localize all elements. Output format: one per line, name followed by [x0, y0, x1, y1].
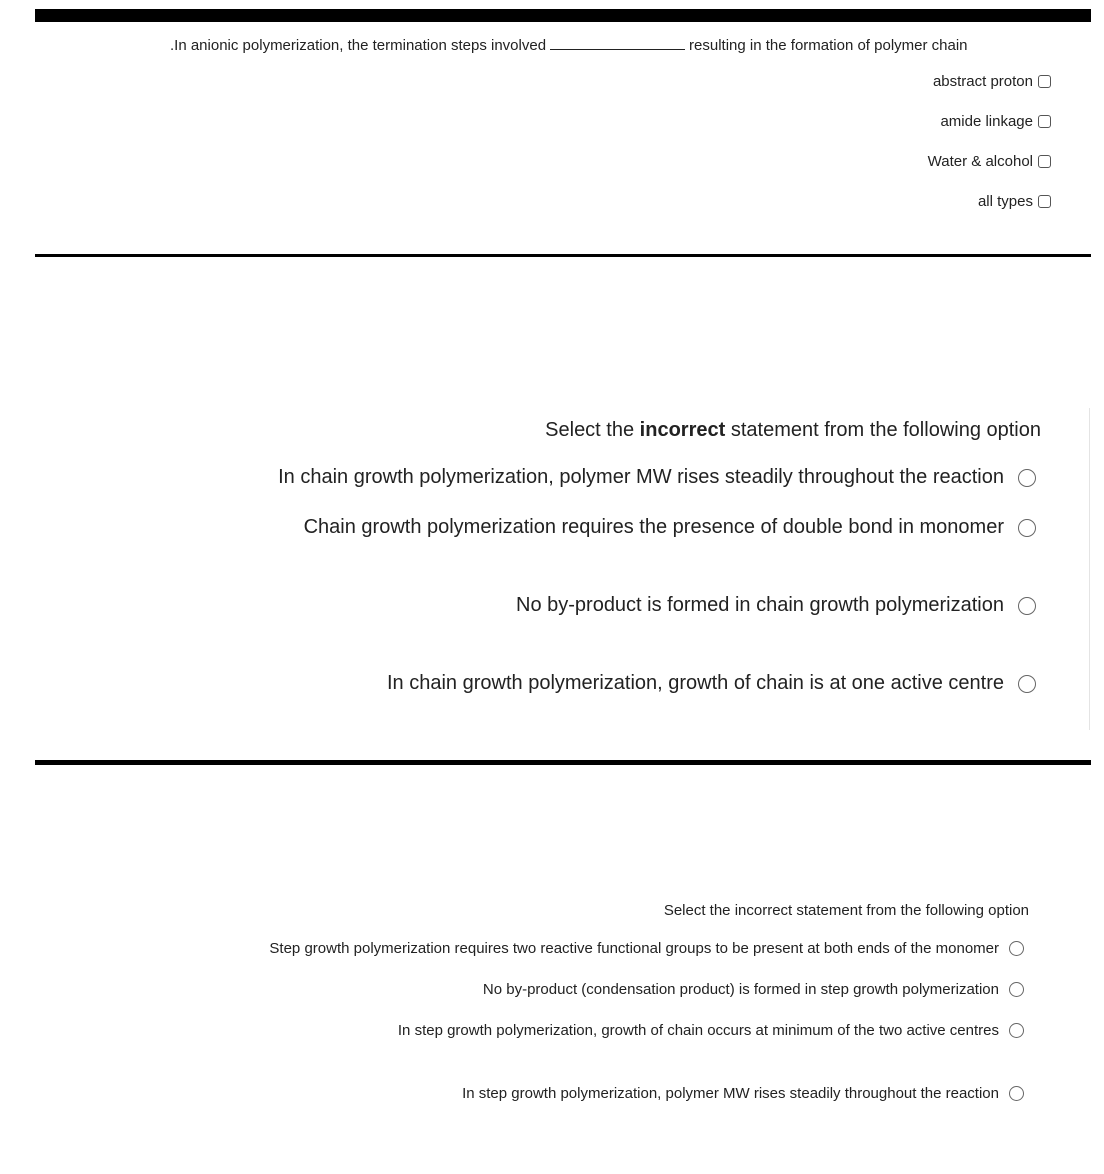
question3-option-3-radio[interactable] [1009, 1023, 1024, 1038]
question1-option-1[interactable] [933, 73, 1051, 90]
question2-option-2-radio[interactable] [1018, 519, 1036, 537]
question3-option-2-label: No by-product (condensation product) is formed in step growth polymerization [482, 981, 999, 998]
question2-title [545, 419, 1041, 442]
question3-option-2[interactable] [483, 981, 1024, 998]
question3-option-1[interactable] [269, 940, 1024, 957]
question1-option-3-checkbox[interactable] [1038, 155, 1051, 168]
question3-option-2-radio[interactable] [1009, 982, 1024, 997]
question1-option-4-checkbox[interactable] [1038, 195, 1051, 208]
question2-option-3-radio[interactable] [1018, 597, 1036, 615]
question3-option-4-label: In step growth polymerization, polymer MW rises steadily throughout the reaction [462, 1085, 999, 1102]
question2-title-before: Select the [545, 419, 635, 441]
question1-option-4-label: all types [977, 193, 1033, 210]
question1-stem-after: resulting in the formation of polymer chain [689, 37, 968, 54]
question1-option-2[interactable] [940, 113, 1051, 130]
question1-option-1-checkbox[interactable] [1038, 75, 1051, 88]
question2-option-1-radio[interactable] [1018, 469, 1036, 487]
question2-option-1-label: In chain growth polymerization, polymer MW rises steadily throughout the reaction [278, 466, 1004, 488]
question3-option-3-label: In step growth polymerization, growth of chain occurs at minimum of the two active centres [397, 1022, 999, 1039]
lower-divider [35, 760, 1091, 765]
question2-option-3[interactable] [516, 594, 1036, 617]
question2-title-after: statement from the following option [730, 419, 1041, 441]
question3-option-4-radio[interactable] [1009, 1086, 1024, 1101]
question1-stem [170, 36, 968, 56]
question3-option-4[interactable] [462, 1085, 1024, 1102]
question1-option-4[interactable] [978, 193, 1051, 210]
question2-title-bold: incorrect [639, 419, 726, 441]
middle-divider [35, 254, 1091, 257]
question2-option-4-label: In chain growth polymerization, growth of chain is at one active centre [387, 672, 1004, 694]
top-divider [35, 9, 1091, 22]
question2-option-3-label: No by-product is formed in chain growth polymerization [516, 594, 1004, 616]
question2-option-2-label: Chain growth polymerization requires the presence of double bond in monomer [303, 516, 1004, 538]
question2-option-1[interactable] [278, 466, 1036, 489]
question1-option-2-label: amide linkage [940, 113, 1033, 130]
question1-stem-before: .In anionic polymerization, the termination steps involved [170, 37, 547, 54]
question3-option-1-label: Step growth polymerization requires two reactive functional groups to be present at both ends of the monomer [269, 940, 999, 957]
scroll-edge-line [1089, 408, 1090, 730]
question1-option-1-label: abstract proton [932, 73, 1033, 90]
question3-option-1-radio[interactable] [1009, 941, 1024, 956]
question1-blank [550, 36, 685, 50]
question1-option-2-checkbox[interactable] [1038, 115, 1051, 128]
question1-option-3[interactable] [928, 153, 1051, 170]
question3-option-3[interactable] [398, 1022, 1024, 1039]
question2-option-2[interactable] [304, 516, 1036, 539]
question2-option-4-radio[interactable] [1018, 675, 1036, 693]
question1-option-3-label: Water & alcohol [927, 153, 1033, 170]
question2-option-4[interactable] [387, 672, 1036, 695]
question3-title: Select the incorrect statement from the following option [663, 902, 1029, 919]
